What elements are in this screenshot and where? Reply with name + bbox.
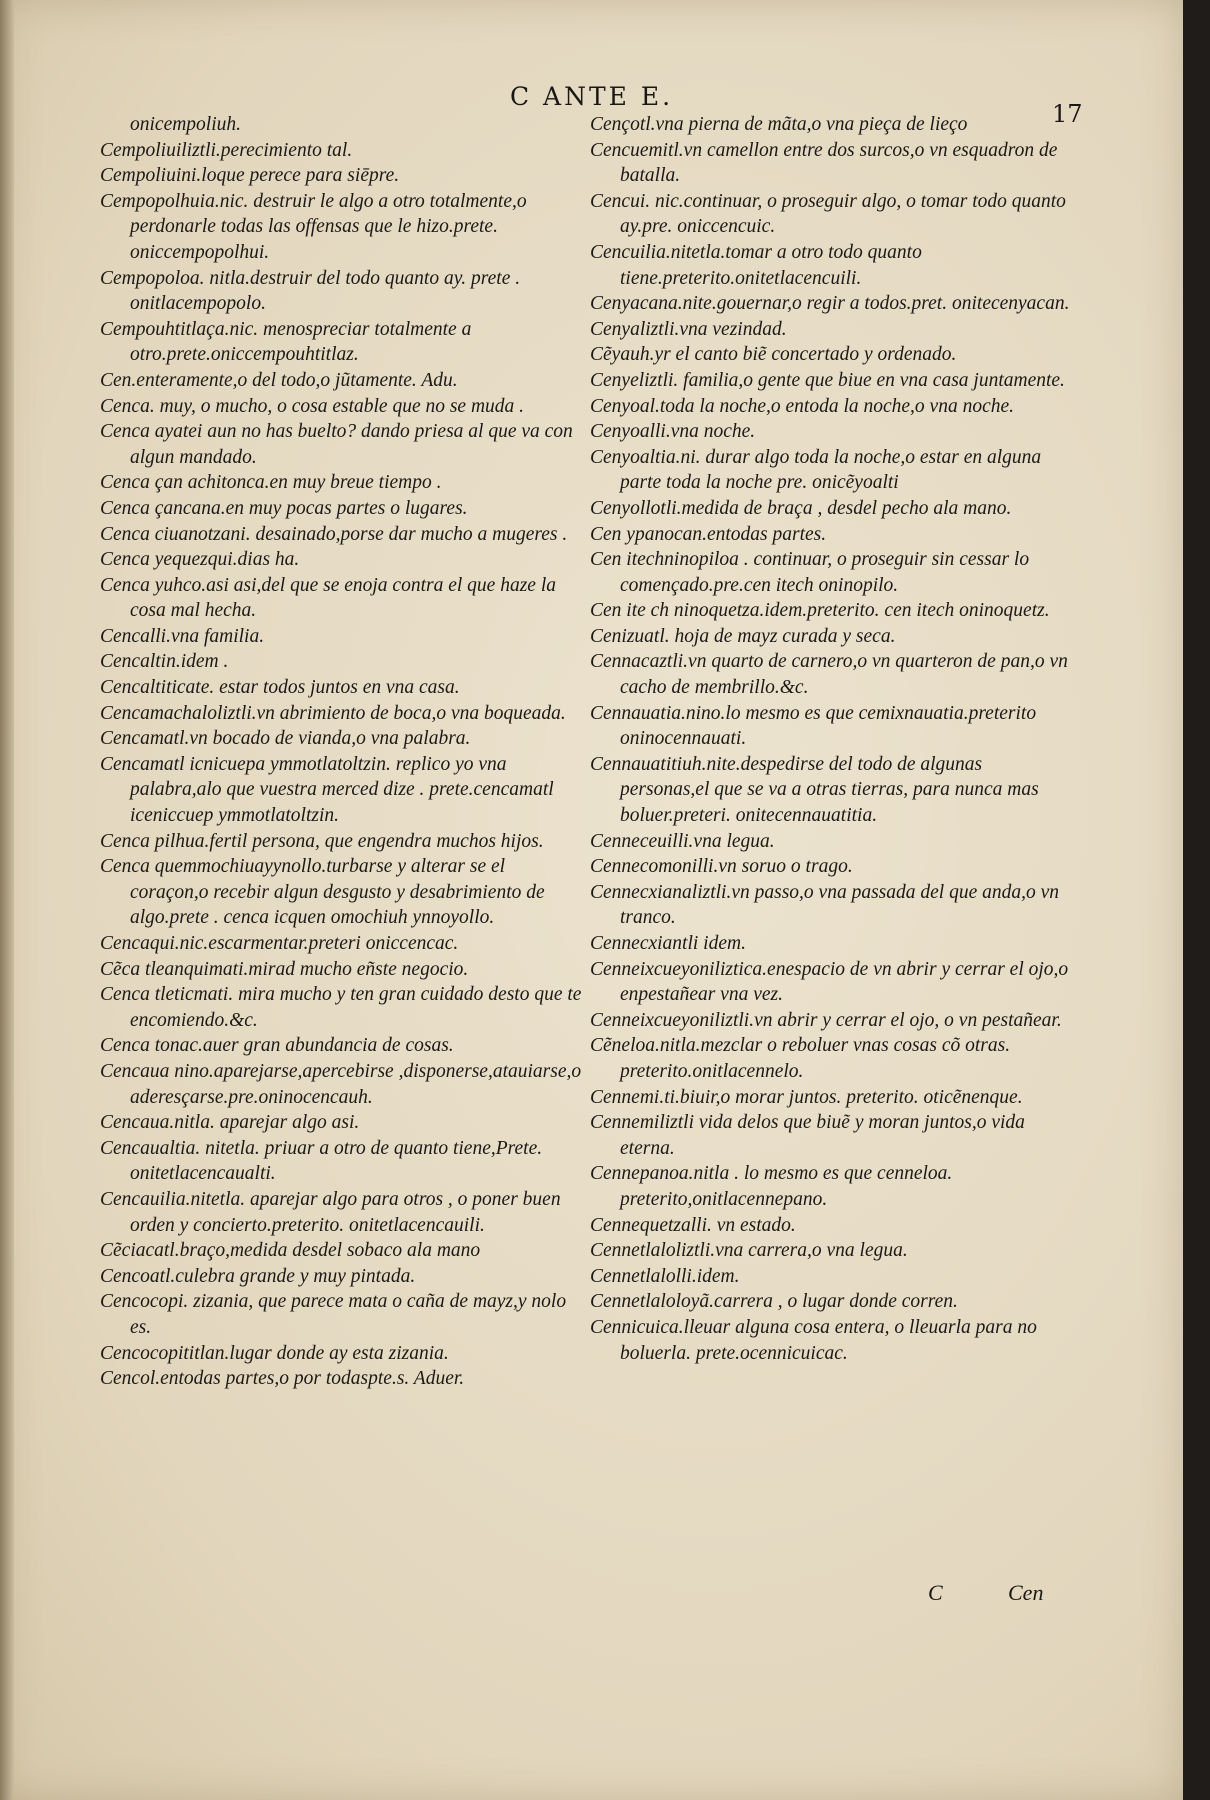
- dictionary-entry: Cenizuatl. hoja de mayz curada y seca.: [590, 625, 896, 647]
- dictionary-entry: Cennetlaloliztli.vna carrera,o vna legua.: [590, 1240, 908, 1262]
- dictionary-entry: Cennemiliztli vida delos que biuẽ y moran juntos,o vida eterna.: [590, 1112, 1025, 1159]
- dictionary-entry: Cempopolhuia.nic. destruir le algo a otro totalmente,o perdonarle todas las offensas que le hizo.prete. oniccempopolhui.: [100, 190, 527, 263]
- dictionary-entry: Cenca tleticmati. mira mucho y ten gran cuidado desto que te encomiendo.&c.: [100, 984, 582, 1031]
- dictionary-entry: Cennepanoa.nitla . lo mesmo es que cenneloa. preterito,onitlacennepano.: [590, 1163, 953, 1210]
- dictionary-entry: Cencuilia.nitetla.tomar a otro todo quanto tiene.preterito.onitetlacencuili.: [590, 241, 922, 289]
- dictionary-entry: Cenyoaltia.ni. durar algo toda la noche,o estar en alguna parte toda la noche pre. onicẽyoalti: [590, 446, 1042, 494]
- dictionary-entry: Cempouhtitlaça.nic. menospreciar totalmente a otro.prete.oniccempouhtitlaz.: [100, 318, 472, 366]
- dictionary-entry: Cenca quemmochiuayynollo.turbarse y alterar se el coraçon,o recebir algun desgusto y desabrimiento de algo.prete . cenca icquen omochiuh ynnoyollo.: [100, 856, 545, 929]
- right-column: [590, 112, 1072, 1366]
- dictionary-entry: Cencaualtia. nitetla. priuar a otro de quanto tiene,Prete. onitetlacencaualti.: [100, 1137, 543, 1185]
- dictionary-entry: Cenca tonac.auer gran abundancia de cosas.: [100, 1035, 454, 1057]
- dictionary-entry: Cennequetzalli. vn estado.: [590, 1214, 796, 1236]
- dictionary-entry: Cennetlalolli.idem.: [590, 1265, 740, 1287]
- dictionary-entry: Cençotl.vna pierna de mãta,o vna pieça de lieço: [590, 114, 968, 135]
- dictionary-entry: Cencauilia.nitetla. aparejar algo para otros , o poner buen orden y concierto.preterito. onitetlacencauili.: [100, 1188, 561, 1236]
- dictionary-entry: Cennauatia.nino.lo mesmo es que cemixnauatia.preterito oninocennauati.: [590, 702, 1037, 750]
- dictionary-entry: Cenca. muy, o mucho, o cosa estable que no se muda .: [100, 395, 525, 417]
- dictionary-entry: Cennemi.ti.biuir,o morar juntos. preterito. oticẽnenque.: [590, 1086, 1023, 1108]
- dictionary-entry: Cempoliuiliztli.perecimiento tal.: [100, 139, 353, 161]
- dictionary-entry: Cen.enteramente,o del todo,o jũtamente. Adu.: [100, 369, 458, 391]
- dictionary-entry: Cennetlaloloyã.carrera , o lugar donde corren.: [590, 1291, 958, 1313]
- dictionary-entry: Cennecomonilli.vn soruo o trago.: [590, 856, 853, 878]
- dictionary-entry: Cenyoal.toda la noche,o entoda la noche,o vna noche.: [590, 395, 1015, 417]
- dictionary-entry: Cen ypanocan.entodas partes.: [590, 523, 827, 545]
- dictionary-entry: Cen ite ch ninoquetza.idem.preterito. cen itech oninoquetz.: [590, 600, 1050, 622]
- dictionary-entry: Cenca pilhua.fertil persona, que engendra muchos hijos.: [100, 830, 544, 852]
- dictionary-entry: Cencalli.vna familia.: [100, 625, 265, 647]
- dictionary-entry: Cempopoloa. nitla.destruir del todo quanto ay. prete . onitlacempopolo.: [100, 267, 521, 315]
- dictionary-entry: Cencuemitl.vn camellon entre dos surcos,o vn esquadron de batalla.: [590, 139, 1058, 187]
- dictionary-entry: Cennicuica.lleuar alguna cosa entera, o lleuarla para no boluerla. prete.ocennicuicac.: [590, 1316, 1037, 1364]
- catchword: Cen: [1008, 1580, 1044, 1605]
- dictionary-entry: Cenca ayatei aun no has buelto? dando priesa al que va con algun mandado.: [100, 421, 573, 468]
- running-head: C ANTE E.: [509, 82, 674, 111]
- dictionary-entry: Cẽneloa.nitla.mezclar o reboluer vnas cosas cõ otras. preterito.onitlacennelo.: [590, 1035, 1011, 1082]
- dictionary-entry: Cencol.entodas partes,o por todaspte.s. Aduer.: [100, 1368, 465, 1390]
- dictionary-entry: Cẽyauh.yr el canto biẽ concertado y ordenado.: [590, 344, 957, 366]
- page-gutter-shadow: [0, 0, 14, 1800]
- dictionary-entry: Cennauatitiuh.nite.despedirse del todo de algunas personas,el que se va a otras tierras, para nunca mas boluer.preteri. onitecennauatitia.: [590, 753, 1039, 827]
- dictionary-entry: Cencaltin.idem .: [100, 651, 229, 673]
- dictionary-entry: Cencaltiticate. estar todos juntos en vna casa.: [100, 677, 460, 699]
- dictionary-entry: Cencoatl.culebra grande y muy pintada.: [100, 1265, 416, 1287]
- dictionary-entry: Cenca çancana.en muy pocas partes o lugares.: [100, 497, 468, 519]
- dictionary-entry: Cenneixcueyoniliztli.vn abrir y cerrar el ojo, o vn pestañear.: [590, 1009, 1062, 1031]
- folio-number: 17: [1052, 100, 1083, 128]
- dictionary-entry: Cempoliuini.loque perece para siēpre.: [100, 165, 400, 187]
- dictionary-entry: Cencamatl.vn bocado de vianda,o vna palabra.: [100, 728, 471, 750]
- dictionary-entry: Cenca yequezqui.dias ha.: [100, 549, 300, 571]
- dictionary-entry: Cenca çan achitonca.en muy breue tiempo .: [100, 472, 442, 494]
- dictionary-entry: Cenneixcueyoniliztica.enespacio de vn abrir y cerrar el ojo,o enpestañear vna vez.: [590, 958, 1069, 1006]
- dictionary-entry: Cencaqui.nic.escarmentar.preteri oniccencac.: [100, 933, 459, 954]
- scan-background-edge: [1183, 0, 1210, 1800]
- dictionary-entry: Cennacaztli.vn quarto de carnero,o vn quarteron de pan,o vn cacho de membrillo.&c.: [590, 651, 1068, 699]
- left-column: [100, 112, 582, 1392]
- dictionary-entry: Cencaua nino.aparejarse,apercebirse ,disponerse,atauiarse,o aderesçarse.pre.oninocencauh.: [100, 1060, 582, 1108]
- signature-mark: C: [928, 1580, 943, 1605]
- dictionary-entry: onicempoliuh.: [130, 114, 242, 135]
- dictionary-entry: Cencamatl icnicuepa ymmotlatoltzin. replico yo vna palabra,alo que vuestra merced dize . prete.cencamatl iceniccuep ymmotlatoltzin.: [100, 753, 554, 827]
- dictionary-entry: Cencui. nic.continuar, o proseguir algo, o tomar todo quanto ay.pre. oniccencuic.: [590, 190, 1066, 238]
- dictionary-entry: Cencocopititlan.lugar donde ay esta zizania.: [100, 1342, 449, 1364]
- dictionary-entry: Cennecxiantli idem.: [590, 933, 746, 954]
- dictionary-entry: Cenyeliztli. familia,o gente que biue en vna casa juntamente.: [590, 369, 1065, 391]
- dictionary-entry: Cencaua.nitla. aparejar algo asi.: [100, 1112, 360, 1134]
- dictionary-entry: Cenyollotli.medida de braça , desdel pecho ala mano.: [590, 497, 1012, 519]
- dictionary-entry: Cennecxianaliztli.vn passo,o vna passada del que anda,o vn tranco.: [590, 881, 1060, 929]
- dictionary-entry: Cẽca tleanquimati.mirad mucho eñste negocio.: [100, 958, 469, 980]
- dictionary-entry: Cenyaliztli.vna vezindad.: [590, 318, 787, 340]
- dictionary-entry: Cenyacana.nite.gouernar,o regir a todos.pret. onitecenyacan.: [590, 293, 1070, 315]
- dictionary-entry: Cen itechninopiloa . continuar, o proseguir sin cessar lo començado.pre.cen itech oninopilo.: [590, 549, 1030, 596]
- dictionary-entry: Cencocopi. zizania, que parece mata o caña de mayz,y nolo es.: [100, 1291, 567, 1338]
- dictionary-entry: Cenyoalli.vna noche.: [590, 421, 756, 443]
- dictionary-entry: Cenneceuilli.vna legua.: [590, 830, 775, 852]
- dictionary-entry: Cenca yuhco.asi asi,del que se enoja contra el que haze la cosa mal hecha.: [100, 574, 556, 622]
- dictionary-entry: Cencamachaloliztli.vn abrimiento de boca,o vna boqueada.: [100, 702, 566, 724]
- dictionary-entry: Cenca ciuanotzani. desainado,porse dar mucho a mugeres .: [100, 523, 568, 545]
- dictionary-entry: Cẽciacatl.braço,medida desdel sobaco ala mano: [100, 1240, 481, 1262]
